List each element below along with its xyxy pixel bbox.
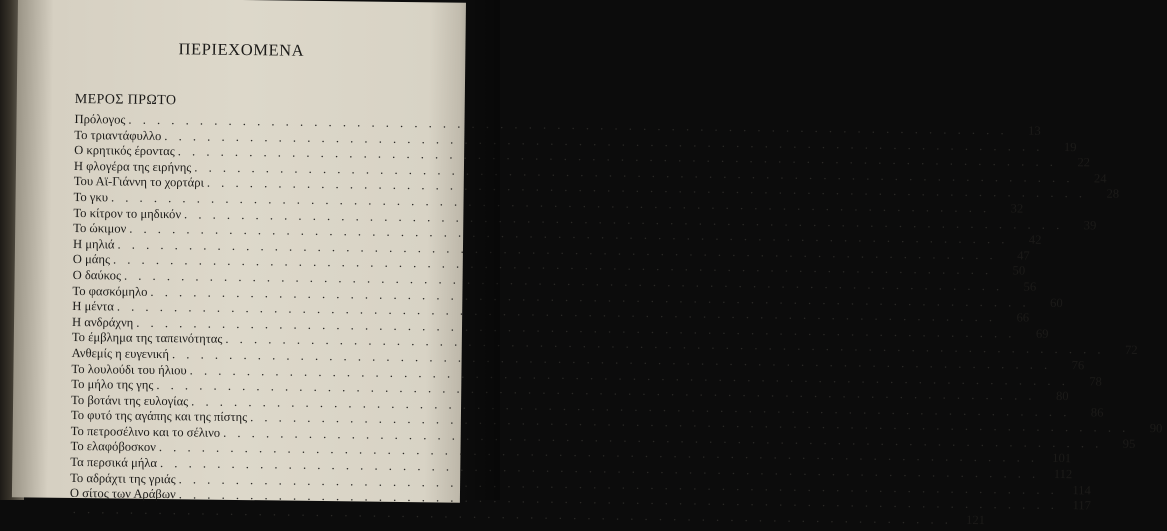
toc-entry-title: Το αδράχτι της γριάς bbox=[70, 470, 176, 486]
toc-entry-page-number: 47 bbox=[1017, 248, 1030, 263]
toc-entry-page-number: 66 bbox=[1016, 310, 1030, 325]
toc-entry-title: Η μηλιά bbox=[72, 236, 115, 252]
toc-entry-title: Το ώκιμον bbox=[73, 221, 127, 236]
toc-entry-page-number: 56 bbox=[1023, 279, 1037, 294]
part-heading: ΜΕΡΟΣ ΠΡΩΤΟ bbox=[74, 91, 177, 109]
toc-entry-title: Το ελαφόβοσκον bbox=[70, 439, 157, 455]
toc-entry-title: Το πετροσέλινο και το σέλινο bbox=[70, 423, 221, 440]
toc-entry-title: Το μήλο της γης bbox=[71, 377, 154, 393]
toc-entry-page-number: 24 bbox=[1093, 171, 1107, 186]
toc-entry-title: Ο μάης bbox=[72, 252, 111, 267]
toc-entry-title: Το τριαντάφυλλο bbox=[74, 127, 162, 143]
toc-entry-title: Το κίτρον το μηδικόν bbox=[73, 205, 182, 221]
toc-entry-title: Η μέντα bbox=[72, 299, 114, 314]
toc-entry-title: Το έμβλημα της ταπεινότητας bbox=[71, 330, 223, 347]
toc-entry-page-number: 101 bbox=[1052, 451, 1072, 466]
toc-entry-page-number: 121 bbox=[965, 512, 986, 527]
toc-entry-title: Ο δαύκος bbox=[72, 267, 122, 283]
toc-entry-page-number: 80 bbox=[1055, 389, 1069, 404]
toc-entry-page-number: 72 bbox=[1124, 343, 1138, 358]
toc-entry-title: Ο κρητικός έροντας bbox=[74, 143, 175, 159]
toc-entry bbox=[70, 502, 986, 527]
toc-list bbox=[69, 111, 1163, 527]
toc-entry-page-number: 42 bbox=[1028, 232, 1042, 247]
toc-entry-title: Τα περσικά μήλα bbox=[70, 455, 158, 471]
toc-entry-title: Η φλογέρα της ειρήνης bbox=[73, 158, 192, 175]
toc-entry-page-number: 69 bbox=[1035, 326, 1049, 341]
toc-entry-page-number: 117 bbox=[1072, 498, 1092, 513]
toc-entry-title: Η ανδράχνη bbox=[71, 314, 134, 330]
toc-entry-page-number: 32 bbox=[1010, 201, 1024, 216]
toc-entry-page-number: 78 bbox=[1089, 373, 1102, 389]
book-page bbox=[12, 0, 1163, 527]
toc-entry-page-number: 60 bbox=[1049, 295, 1063, 310]
toc-entry-page-number: 28 bbox=[1106, 186, 1120, 202]
toc-entry-page-number: 112 bbox=[1053, 467, 1073, 482]
toc-entry-title: Το λουλούδι του ήλιου bbox=[71, 361, 187, 377]
toc-entry-page-number: 39 bbox=[1083, 217, 1097, 233]
toc-heading: ΠΕΡΙΕΧΟΜΕΝΑ bbox=[178, 39, 305, 60]
toc-entry-page-number: 114 bbox=[1072, 482, 1091, 498]
page-edge-shadow bbox=[460, 0, 500, 500]
toc-entry-page-number: 13 bbox=[1027, 123, 1041, 138]
toc-entry-title: Το φασκόμηλο bbox=[72, 283, 148, 299]
toc-entry-title: Το βοτάνι της ευλογίας bbox=[71, 392, 189, 409]
toc-entry-title: Του Αϊ-Γιάννη το χορτάρι bbox=[73, 174, 205, 190]
toc-entry-page-number: 76 bbox=[1071, 358, 1085, 373]
toc-entry-page-number: 86 bbox=[1090, 405, 1104, 420]
toc-entry-title: Το γκυ bbox=[73, 189, 109, 205]
toc-entry-page-number: 22 bbox=[1077, 155, 1091, 170]
toc-entry-page-number: 90 bbox=[1149, 421, 1163, 436]
toc-entry-page-number: 50 bbox=[1012, 263, 1026, 278]
toc-entry-title: Ανθεμίς η ευγενική bbox=[71, 345, 170, 362]
toc-entry-title: Ο σίτος των Αράβων bbox=[69, 486, 176, 502]
toc-entry-page-number: 95 bbox=[1122, 436, 1136, 451]
toc-entry-title: Πρόλογος bbox=[74, 111, 126, 127]
toc-entry-page-number: 19 bbox=[1063, 139, 1077, 154]
toc-entry-title: Το φυτό της αγάπης και της πίστης bbox=[70, 408, 248, 425]
